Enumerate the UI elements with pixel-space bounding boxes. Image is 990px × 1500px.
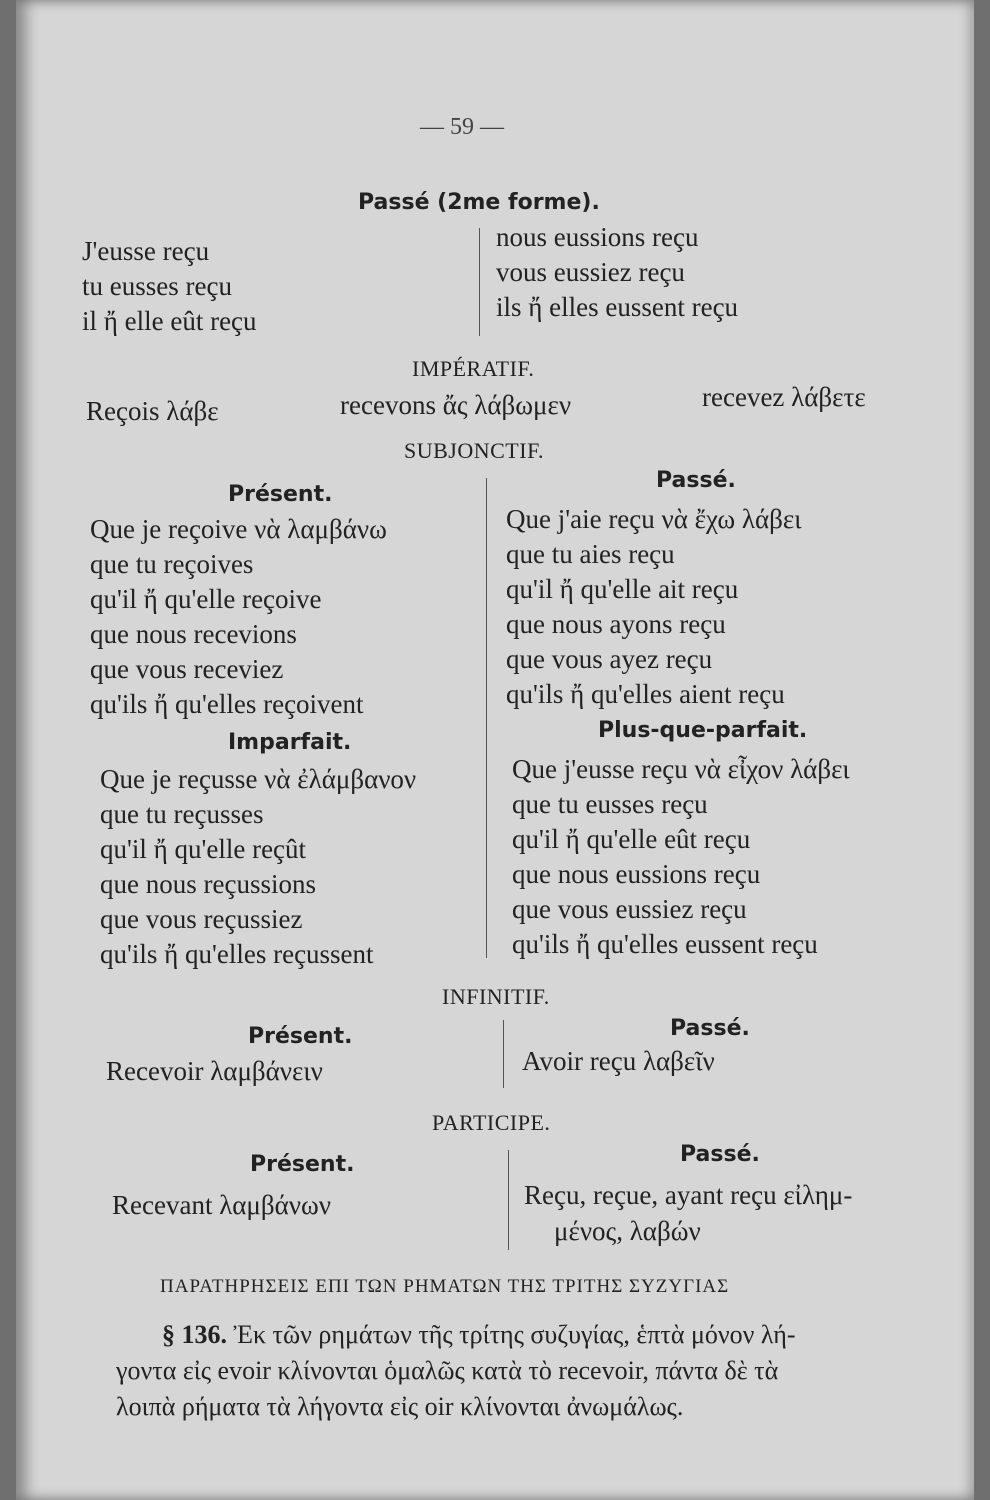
conjugation-line: qu'il ἤ qu'elle reçût [100,834,307,864]
participe-passe-line: Reçu, reçue, ayant reçu εἰλημ- [524,1180,853,1210]
participe-passe-heading: Passé. [680,1142,760,1167]
conjugation-line: que tu aies reçu [506,539,675,569]
conjugation-line: que vous ayez reçu [506,644,713,674]
infinitif-present-heading: Présent. [248,1024,353,1049]
conjugation-line: Que j'aie reçu νὰ ἔχω λάβει [506,504,802,534]
column-divider [503,1020,504,1088]
conjugation-line: il ἤ elle eût reçu [82,306,257,336]
conjugation-line: que vous reçussiez [100,904,303,934]
participe-present: Recevant λαμβάνων [112,1190,331,1220]
participe-heading: PARTICIPE. [432,1110,551,1135]
subjonctif-plus-que-parfait-lines [512,752,850,962]
section-number: § 136. [162,1320,227,1349]
infinitif-heading: INFINITIF. [442,984,550,1009]
passe-2me-left [82,234,257,339]
conjugation-line: qu'il ἤ qu'elle eût reçu [512,824,751,854]
subjonctif-imparfait-heading: Imparfait. [228,730,352,755]
conjugation-line: qu'il ἤ qu'elle reçoive [90,584,322,614]
participe-present-heading: Présent. [250,1152,355,1177]
conjugation-line: que nous reçussions [100,869,316,899]
remarks-paragraph-line: γοντα εἰς evoir κλίνονται ὁμαλῶς κατὰ τὸ recevoir, πάντα δὲ τὰ [116,1356,779,1385]
conjugation-line: nous eussions reçu [496,222,699,252]
subjonctif-present-lines [90,512,387,722]
subjonctif-plus-que-parfait-heading: Plus-que-parfait. [598,718,808,743]
conjugation-line: Que j'eusse reçu νὰ εἶχον λάβει [512,754,850,784]
conjugation-line: J'eusse reçu [82,236,210,266]
subjonctif-passe-lines [506,502,801,712]
conjugation-line: que tu reçusses [100,799,264,829]
conjugation-line: vous eussiez reçu [496,257,685,287]
conjugation-line: Que je reçoive νὰ λαμβάνω [90,514,387,544]
imperatif-item: recevez λάβετε [702,382,866,412]
conjugation-line: qu'ils ἤ qu'elles aient reçu [506,679,785,709]
page-number: — 59 — [420,114,504,140]
conjugation-line: que tu eusses reçu [512,789,708,819]
conjugation-line: que tu reçoives [90,549,254,579]
infinitif-passe: Avoir reçu λαβεῖν [522,1046,715,1076]
column-divider [508,1150,509,1250]
subjonctif-passe-heading: Passé. [656,468,736,493]
book-page [16,0,974,1500]
infinitif-present: Recevoir λαμβάνειν [106,1056,323,1086]
conjugation-line: que nous ayons reçu [506,609,726,639]
remarks-text: Ἐκ τῶν ρημάτων τῆς τρίτης συζυγίας, ἑπτὰ μόνον λή- [233,1320,796,1349]
conjugation-line: que vous receviez [90,654,284,684]
conjugation-line: que nous eussions reçu [512,859,761,889]
remarks-paragraph-line: λοιπὰ ρήματα τὰ λήγοντα εἰς oir κλίνονται ἀνωμάλως. [116,1392,684,1421]
conjugation-line: qu'ils ἤ qu'elles eussent reçu [512,929,818,959]
conjugation-line: qu'il ἤ qu'elle ait reçu [506,574,739,604]
remarks-paragraph-line [162,1320,796,1350]
subjonctif-imparfait-lines [100,762,416,972]
remarks-heading: ΠΑΡΑΤΗΡΗΣΕΙΣ ΕΠΙ ΤΩΝ ΡΗΜΑΤΩΝ ΤΗΣ ΤΡΙΤΗΣ ΣΥΖΥΓΙΑΣ [160,1276,730,1297]
conjugation-line: tu eusses reçu [82,271,232,301]
conjugation-line: que vous eussiez reçu [512,894,747,924]
conjugation-line: qu'ils ἤ qu'elles reçoivent [90,689,364,719]
imperatif-heading: IMPÉRATIF. [412,356,535,381]
column-divider [479,228,480,336]
conjugation-line: ils ἤ elles eussent reçu [496,292,739,322]
conjugation-line: Que je reçusse νὰ ἐλάμβανον [100,764,417,794]
imperatif-item: recevons ἄς λάβωμεν [340,390,572,420]
conjugation-line: que nous recevions [90,619,297,649]
passe-2me-heading: Passé (2me forme). [358,190,600,215]
column-divider [486,478,487,958]
infinitif-passe-heading: Passé. [670,1016,750,1041]
passe-2me-right [496,220,738,325]
subjonctif-heading: SUBJONCTIF. [404,438,545,463]
conjugation-line: qu'ils ἤ qu'elles reçussent [100,939,374,969]
imperatif-item: Reçois λάβε [86,396,219,426]
participe-passe-line: μένος, λαβών [554,1216,701,1246]
subjonctif-present-heading: Présent. [228,482,333,507]
